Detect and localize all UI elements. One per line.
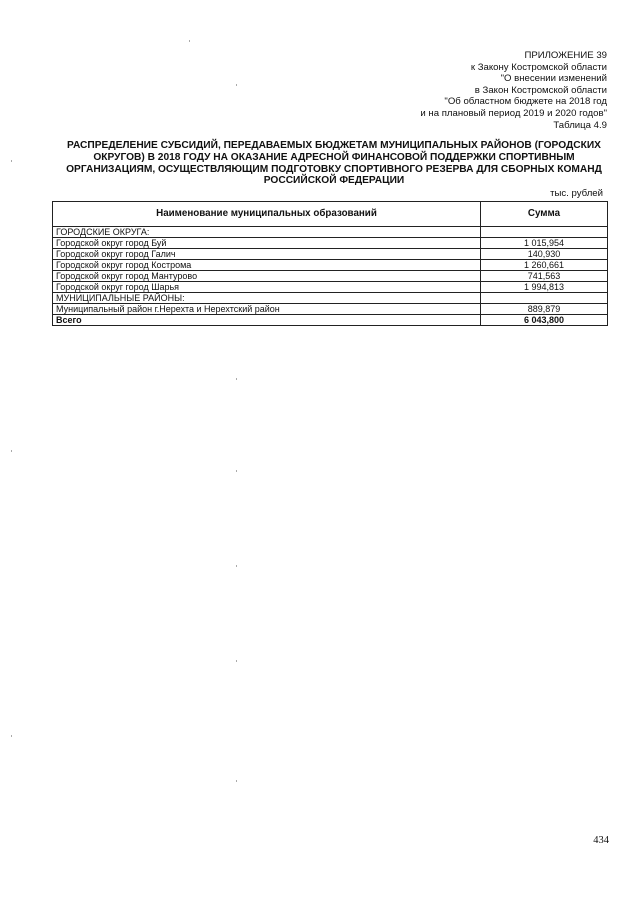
scan-speck: [236, 378, 237, 380]
table-row: [53, 304, 608, 315]
appendix-line: "О внесении изменений: [500, 73, 607, 85]
scan-speck: [236, 780, 237, 782]
scan-speck: [11, 160, 12, 162]
appendix-table-number: Таблица 4.9: [553, 119, 607, 131]
row-sum: [481, 227, 608, 238]
row-sum: [481, 293, 608, 304]
table-row: [53, 238, 608, 249]
row-name: Городской округ город Галич: [53, 249, 481, 260]
page-number: 434: [593, 835, 609, 846]
row-sum: 1 015,954: [481, 238, 608, 249]
header-name: Наименование муниципальных образований: [53, 202, 481, 227]
scan-speck: [236, 565, 237, 567]
row-sum: 741,563: [481, 271, 608, 282]
total-label: Всего: [53, 315, 481, 326]
row-name: Муниципальный район г.Нерехта и Нерехтский район: [53, 304, 481, 315]
scan-speck: [189, 40, 190, 42]
table-row: [53, 227, 608, 238]
table-row: [53, 293, 608, 304]
units-label: тыс. рублей: [550, 188, 603, 199]
appendix-line: к Закону Костромской области: [470, 61, 607, 73]
row-name: Городской округ город Мантурово: [53, 271, 481, 282]
row-sum: 140,930: [481, 249, 608, 260]
scan-speck: [11, 450, 12, 452]
row-name: ГОРОДСКИЕ ОКРУГА:: [53, 227, 481, 238]
table-header-row: [53, 202, 608, 227]
document-title: РАСПРЕДЕЛЕНИЕ СУБСИДИЙ, ПЕРЕДАВАЕМЫХ БЮДЖЕТАМ МУНИЦИПАЛЬНЫХ РАЙОНОВ (ГОРОДСКИХ ОКРУГОВ) В 2018 ГОДУ НА ОКАЗАНИЕ АДРЕСНОЙ ФИНАНСОВОЙ ПОДДЕРЖКИ СПОРТИВНЫМ ОРГАНИЗАЦИЯМ, ОСУЩЕСТВЛЯЮЩИМ ПОДГОТОВКУ СПОРТИВНОГО РЕЗЕРВА ДЛЯ СБОРНЫХ КОМАНД РОССИЙСКОЙ ФЕДЕРАЦИИ: [66, 140, 602, 187]
appendix-line: "Об областном бюджете на 2018 год: [444, 96, 607, 108]
subsidy-table: [52, 201, 608, 326]
header-sum: Сумма: [481, 202, 608, 227]
row-name: Городской округ город Шарья: [53, 282, 481, 293]
table-row: [53, 271, 608, 282]
scan-speck: [236, 84, 237, 86]
row-sum: 1 260,661: [481, 260, 608, 271]
table-row: [53, 249, 608, 260]
scan-speck: [236, 660, 237, 662]
row-name: Городской округ город Кострома: [53, 260, 481, 271]
appendix-line: ПРИЛОЖЕНИЕ 39: [524, 50, 607, 61]
row-name: МУНИЦИПАЛЬНЫЕ РАЙОНЫ:: [53, 293, 481, 304]
appendix-line: в Закон Костромской области: [474, 84, 607, 96]
row-sum: 1 994,813: [481, 282, 608, 293]
row-sum: 889,879: [481, 304, 608, 315]
appendix-block: [420, 50, 607, 131]
scan-speck: [11, 735, 12, 737]
table-row: [53, 260, 608, 271]
scan-speck: [236, 470, 237, 472]
row-name: Городской округ город Буй: [53, 238, 481, 249]
table-row: [53, 282, 608, 293]
total-sum: 6 043,800: [481, 315, 608, 326]
appendix-line: и на плановый период 2019 и 2020 годов": [420, 107, 607, 119]
table-total-row: [53, 315, 608, 326]
